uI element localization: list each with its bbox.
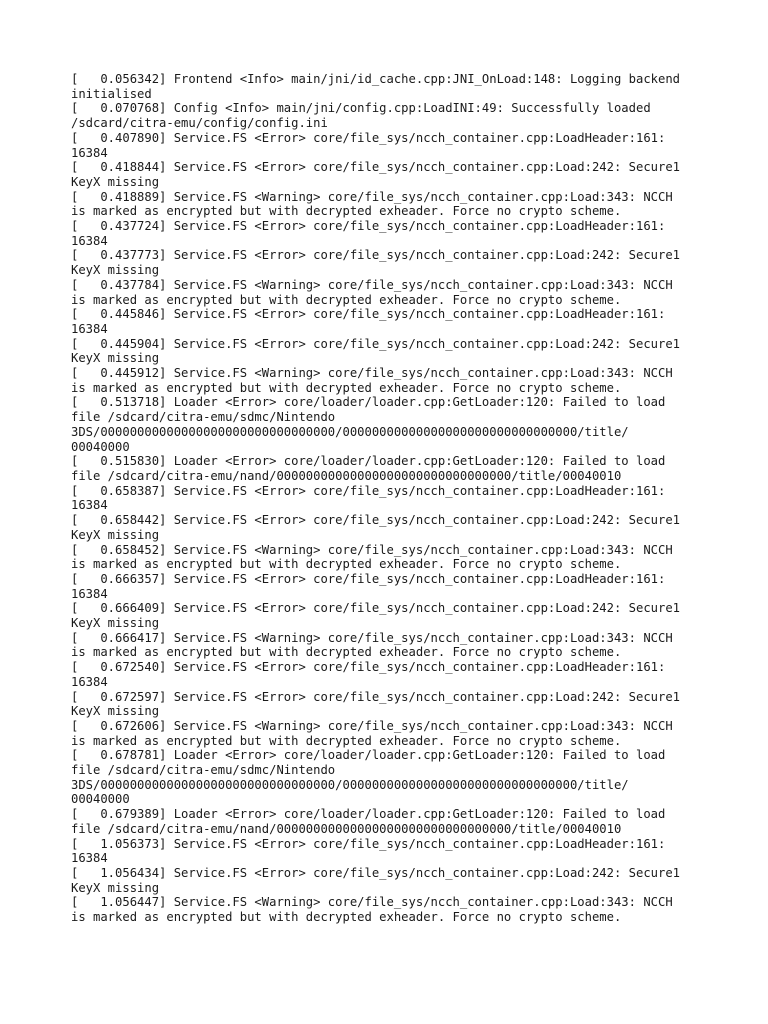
log-line: initialised <box>71 86 152 101</box>
log-line: KeyX missing <box>71 174 160 189</box>
log-line: KeyX missing <box>71 527 160 542</box>
log-line: KeyX missing <box>71 351 160 366</box>
log-line: is marked as encrypted but with decrypted exheader. Force no crypto scheme. <box>71 733 622 748</box>
log-line: [ 0.070768] Config <Info> main/jni/config.cpp:LoadINI:49: Successfully loaded <box>71 101 651 116</box>
log-line: 00040000 <box>71 439 130 454</box>
log-line: file /sdcard/citra-emu/nand/00000000000000000000000000000000/title/00040010 <box>71 468 622 483</box>
log-line: [ 0.056342] Frontend <Info> main/jni/id_cache.cpp:JNI_OnLoad:148: Logging backend <box>71 72 681 86</box>
log-line: [ 0.418844] Service.FS <Error> core/file_sys/ncch_container.cpp:Load:242: Secure1 <box>71 160 681 175</box>
log-line: 16384 <box>71 498 108 513</box>
log-line: 16384 <box>71 851 108 866</box>
log-line: 00040000 <box>71 792 130 807</box>
log-line: KeyX missing <box>71 263 160 278</box>
log-line: [ 1.056434] Service.FS <Error> core/file_sys/ncch_container.cpp:Load:242: Secure1 <box>71 865 681 880</box>
log-line: 16384 <box>71 674 108 689</box>
log-line: is marked as encrypted but with decrypted exheader. Force no crypto scheme. <box>71 910 622 925</box>
log-line: 16384 <box>71 586 108 601</box>
log-line: [ 0.666417] Service.FS <Warning> core/file_sys/ncch_container.cpp:Load:343: NCCH <box>71 630 673 645</box>
log-line: is marked as encrypted but with decrypted exheader. Force no crypto scheme. <box>71 292 622 307</box>
log-line: [ 0.418889] Service.FS <Warning> core/file_sys/ncch_container.cpp:Load:343: NCCH <box>71 189 673 204</box>
log-line: file /sdcard/citra-emu/sdmc/Nintendo <box>71 763 336 778</box>
log-line: [ 0.672540] Service.FS <Error> core/file_sys/ncch_container.cpp:LoadHeader:161: <box>71 660 666 675</box>
log-line: is marked as encrypted but with decrypted exheader. Force no crypto scheme. <box>71 557 622 572</box>
log-line: [ 0.445912] Service.FS <Warning> core/file_sys/ncch_container.cpp:Load:343: NCCH <box>71 366 673 381</box>
log-line: [ 1.056447] Service.FS <Warning> core/file_sys/ncch_container.cpp:Load:343: NCCH <box>71 895 673 910</box>
log-line: KeyX missing <box>71 704 160 719</box>
log-line: KeyX missing <box>71 616 160 631</box>
log-line: [ 0.678781] Loader <Error> core/loader/loader.cpp:GetLoader:120: Failed to load <box>71 748 666 763</box>
log-line: [ 0.515830] Loader <Error> core/loader/loader.cpp:GetLoader:120: Failed to load <box>71 454 666 469</box>
log-line: file /sdcard/citra-emu/sdmc/Nintendo <box>71 410 336 425</box>
log-line: [ 0.445904] Service.FS <Error> core/file_sys/ncch_container.cpp:Load:242: Secure1 <box>71 336 681 351</box>
log-line: [ 0.672606] Service.FS <Warning> core/file_sys/ncch_container.cpp:Load:343: NCCH <box>71 718 673 733</box>
log-line: [ 0.658452] Service.FS <Warning> core/file_sys/ncch_container.cpp:Load:343: NCCH <box>71 542 673 557</box>
log-line: 16384 <box>71 321 108 336</box>
log-line: /sdcard/citra-emu/config/config.ini <box>71 116 328 131</box>
log-line: file /sdcard/citra-emu/nand/00000000000000000000000000000000/title/00040010 <box>71 821 622 836</box>
log-line: 16384 <box>71 145 108 160</box>
log-line: [ 0.437724] Service.FS <Error> core/file_sys/ncch_container.cpp:LoadHeader:161: <box>71 219 666 234</box>
log-line: [ 0.666357] Service.FS <Error> core/file_sys/ncch_container.cpp:LoadHeader:161: <box>71 571 666 586</box>
log-line: [ 0.437773] Service.FS <Error> core/file_sys/ncch_container.cpp:Load:242: Secure1 <box>71 248 681 263</box>
log-line: [ 0.437784] Service.FS <Warning> core/file_sys/ncch_container.cpp:Load:343: NCCH <box>71 277 673 292</box>
log-line: KeyX missing <box>71 880 160 895</box>
log-line: [ 0.679389] Loader <Error> core/loader/loader.cpp:GetLoader:120: Failed to load <box>71 807 666 822</box>
log-line: [ 0.407890] Service.FS <Error> core/file_sys/ncch_container.cpp:LoadHeader:161: <box>71 130 666 145</box>
log-line: 3DS/00000000000000000000000000000000/00000000000000000000000000000000/title/ <box>71 424 629 439</box>
log-line: is marked as encrypted but with decrypted exheader. Force no crypto scheme. <box>71 645 622 660</box>
log-line: [ 0.513718] Loader <Error> core/loader/loader.cpp:GetLoader:120: Failed to load <box>71 395 666 410</box>
log-output <box>71 72 711 925</box>
log-line: [ 0.658442] Service.FS <Error> core/file_sys/ncch_container.cpp:Load:242: Secure1 <box>71 513 681 528</box>
log-line: [ 0.445846] Service.FS <Error> core/file_sys/ncch_container.cpp:LoadHeader:161: <box>71 307 666 322</box>
log-line: [ 0.658387] Service.FS <Error> core/file_sys/ncch_container.cpp:LoadHeader:161: <box>71 483 666 498</box>
log-line: is marked as encrypted but with decrypted exheader. Force no crypto scheme. <box>71 380 622 395</box>
log-line: [ 0.672597] Service.FS <Error> core/file_sys/ncch_container.cpp:Load:242: Secure1 <box>71 689 681 704</box>
log-line: 16384 <box>71 233 108 248</box>
log-line: [ 0.666409] Service.FS <Error> core/file_sys/ncch_container.cpp:Load:242: Secure1 <box>71 601 681 616</box>
log-line: [ 1.056373] Service.FS <Error> core/file_sys/ncch_container.cpp:LoadHeader:161: <box>71 836 666 851</box>
log-line: is marked as encrypted but with decrypted exheader. Force no crypto scheme. <box>71 204 622 219</box>
log-line: 3DS/00000000000000000000000000000000/00000000000000000000000000000000/title/ <box>71 777 629 792</box>
